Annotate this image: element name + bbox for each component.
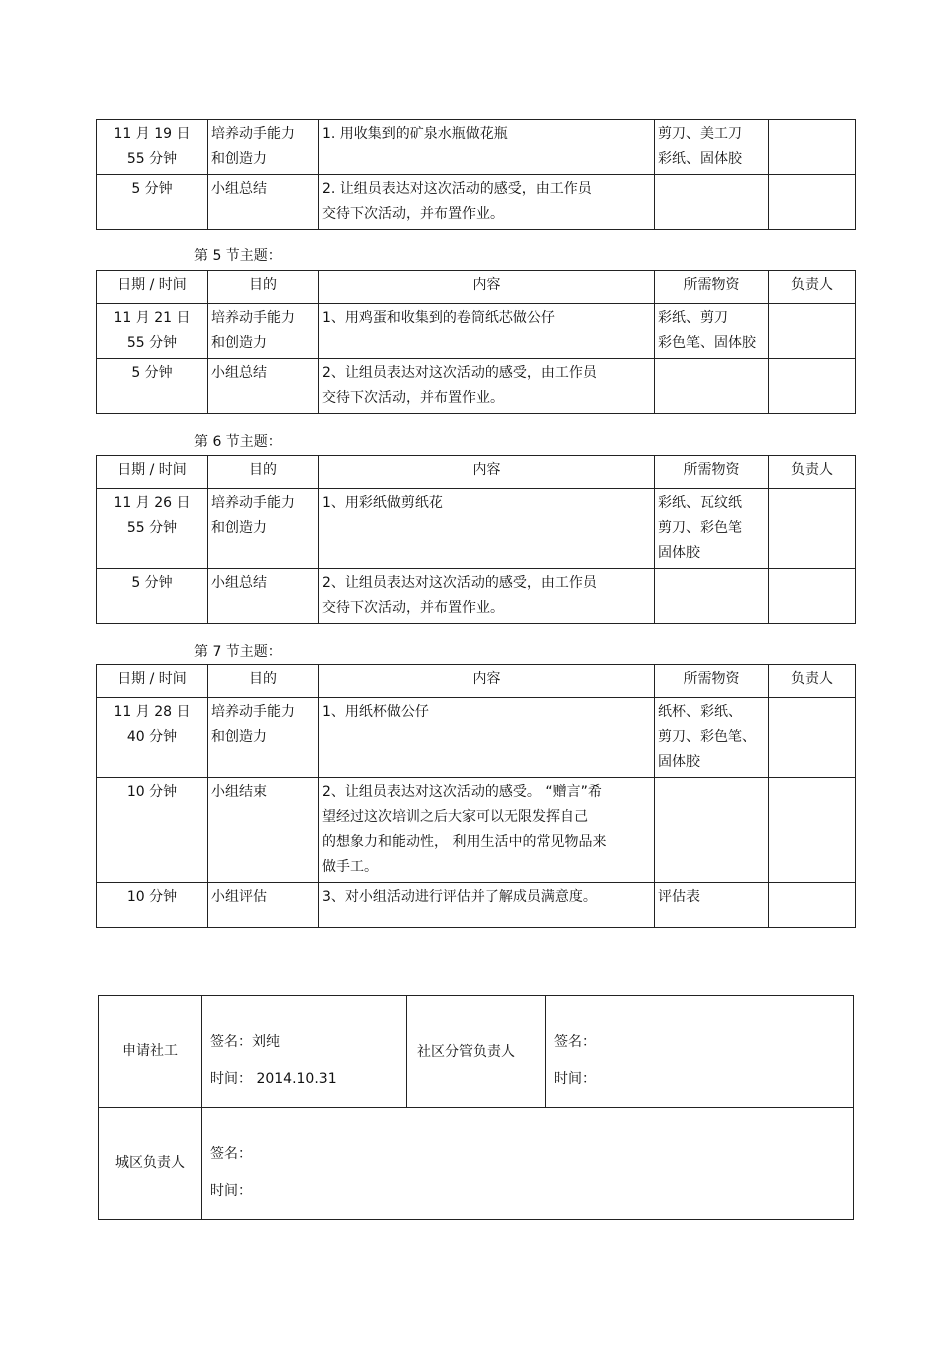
header-materials: 所需物资 (655, 665, 769, 698)
header-goal: 目的 (208, 665, 319, 698)
table-row (97, 175, 856, 230)
signoff-row (99, 996, 854, 1108)
header-materials: 所需物资 (655, 271, 769, 304)
time-cell: 10 分钟 (97, 883, 208, 928)
community-sign-block (546, 996, 854, 1108)
goal-cell: 小组评估 (208, 883, 319, 928)
section-title: 第 7 节主题： (194, 644, 282, 660)
materials-cell: 评估表 (655, 883, 769, 928)
header-row (97, 271, 856, 304)
header-owner: 负责人 (769, 665, 856, 698)
content-cell: 1、用纸杯做公仔 (319, 698, 655, 778)
time-cell: 11 月 26 日 55 分钟 (97, 489, 208, 569)
header-content: 内容 (319, 271, 655, 304)
materials-cell (655, 778, 769, 883)
time-cell: 11 月 19 日 55 分钟 (97, 120, 208, 175)
header-time: 日期 / 时间 (97, 665, 208, 698)
header-owner: 负责人 (769, 456, 856, 489)
time-cell: 5 分钟 (97, 569, 208, 624)
community-time: 时间： (554, 1070, 596, 1087)
content-cell: 1. 用收集到的矿泉水瓶做花瓶 (319, 120, 655, 175)
content-cell: 2、让组员表达对这次活动的感受。 “赠言”希 望经过这次培训之后大家可以无限发挥自己 的想象力和能动性， 利用生活中的常见物品来 做手工。 (319, 778, 655, 883)
community-label: 社区分管负责人 (407, 996, 546, 1108)
table-row (97, 883, 856, 928)
materials-cell (655, 175, 769, 230)
district-time: 时间： (210, 1182, 252, 1199)
header-goal: 目的 (208, 456, 319, 489)
session7-table (96, 664, 856, 928)
content-cell: 1、用鸡蛋和收集到的卷筒纸芯做公仔 (319, 304, 655, 359)
header-row (97, 456, 856, 489)
header-content: 内容 (319, 456, 655, 489)
time-cell: 5 分钟 (97, 359, 208, 414)
content-cell: 1、用彩纸做剪纸花 (319, 489, 655, 569)
table-row (97, 489, 856, 569)
header-row (97, 665, 856, 698)
header-content: 内容 (319, 665, 655, 698)
owner-cell (769, 489, 856, 569)
owner-cell (769, 698, 856, 778)
materials-cell (655, 359, 769, 414)
owner-cell (769, 778, 856, 883)
owner-cell (769, 175, 856, 230)
content-cell: 2、让组员表达对这次活动的感受，由工作员 交待下次活动，并布置作业。 (319, 359, 655, 414)
time-cell: 5 分钟 (97, 175, 208, 230)
header-owner: 负责人 (769, 271, 856, 304)
content-cell: 3、对小组活动进行评估并了解成员满意度。 (319, 883, 655, 928)
district-label: 城区负责人 (99, 1108, 202, 1220)
header-goal: 目的 (208, 271, 319, 304)
goal-cell: 培养动手能力 和创造力 (208, 698, 319, 778)
signoff-table (98, 995, 854, 1220)
table-row (97, 359, 856, 414)
section-title: 第 5 节主题： (194, 248, 282, 264)
header-materials: 所需物资 (655, 456, 769, 489)
community-signature: 签名： (554, 1033, 596, 1050)
session4-table (96, 119, 856, 230)
section-title: 第 6 节主题： (194, 434, 282, 450)
goal-cell: 培养动手能力 和创造力 (208, 120, 319, 175)
table-row (97, 698, 856, 778)
time-cell: 11 月 21 日 55 分钟 (97, 304, 208, 359)
content-cell: 2、让组员表达对这次活动的感受，由工作员 交待下次活动，并布置作业。 (319, 569, 655, 624)
goal-cell: 小组总结 (208, 175, 319, 230)
district-signature: 签名： (210, 1145, 252, 1162)
table-row (97, 569, 856, 624)
time-cell: 10 分钟 (97, 778, 208, 883)
table-row (97, 304, 856, 359)
owner-cell (769, 304, 856, 359)
header-time: 日期 / 时间 (97, 456, 208, 489)
owner-cell (769, 883, 856, 928)
owner-cell (769, 120, 856, 175)
table-row (97, 120, 856, 175)
owner-cell (769, 569, 856, 624)
applicant-signature: 签名：刘纯 (210, 1033, 280, 1050)
goal-cell: 培养动手能力 和创造力 (208, 489, 319, 569)
goal-cell: 培养动手能力 和创造力 (208, 304, 319, 359)
applicant-label: 申请社工 (99, 996, 202, 1108)
district-sign-block (202, 1108, 854, 1220)
goal-cell: 小组总结 (208, 569, 319, 624)
materials-cell: 彩纸、瓦纹纸 剪刀、彩色笔 固体胶 (655, 489, 769, 569)
time-cell: 11 月 28 日 40 分钟 (97, 698, 208, 778)
signoff-row (99, 1108, 854, 1220)
goal-cell: 小组总结 (208, 359, 319, 414)
session5-table (96, 270, 856, 414)
materials-cell: 剪刀、美工刀 彩纸、固体胶 (655, 120, 769, 175)
materials-cell: 纸杯、彩纸、 剪刀、彩色笔、 固体胶 (655, 698, 769, 778)
session6-table (96, 455, 856, 624)
applicant-time: 时间： 2014.10.31 (210, 1070, 337, 1087)
owner-cell (769, 359, 856, 414)
materials-cell (655, 569, 769, 624)
goal-cell: 小组结束 (208, 778, 319, 883)
header-time: 日期 / 时间 (97, 271, 208, 304)
materials-cell: 彩纸、剪刀 彩色笔、固体胶 (655, 304, 769, 359)
content-cell: 2. 让组员表达对这次活动的感受，由工作员 交待下次活动，并布置作业。 (319, 175, 655, 230)
applicant-sign-block (202, 996, 407, 1108)
table-row (97, 778, 856, 883)
